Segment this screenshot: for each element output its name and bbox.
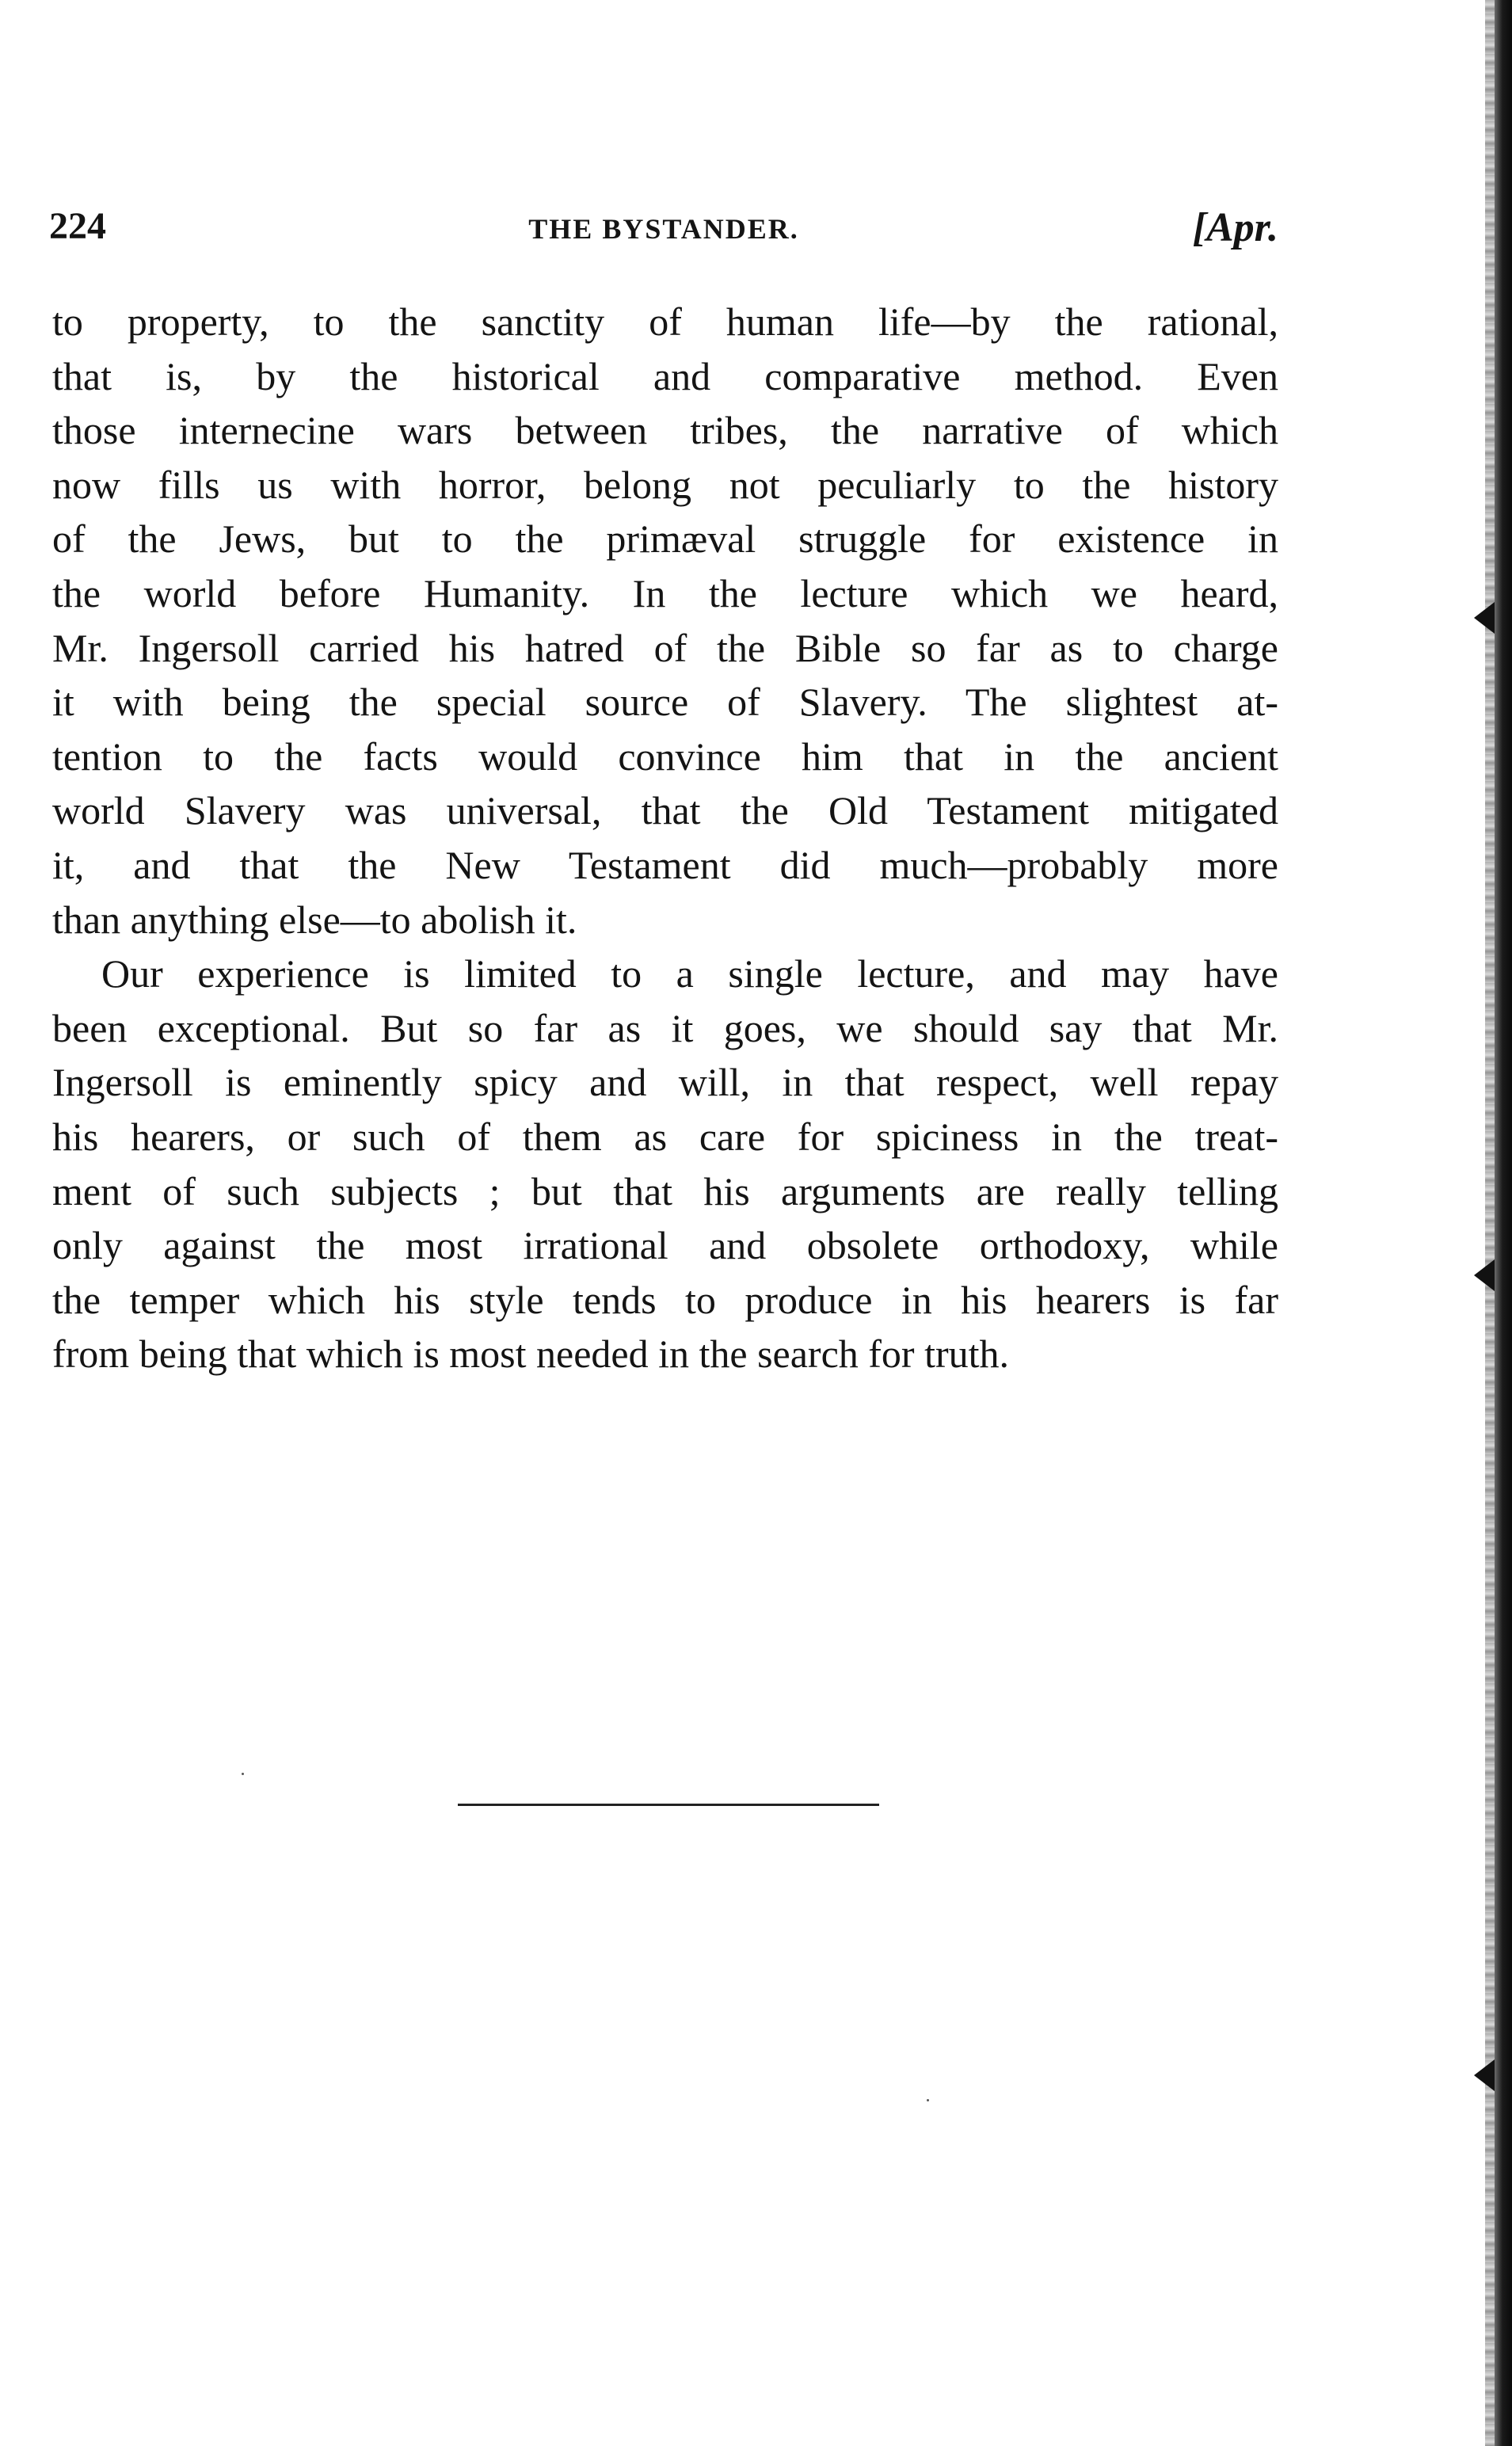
- text-line: it, and that the New Testament did much—probably more: [52, 842, 1278, 887]
- text-line: only against the most irrational and obsolete orthodoxy, while: [52, 1223, 1278, 1268]
- page-number: 224: [49, 205, 106, 247]
- print-speck: [927, 2099, 929, 2101]
- text-line: that is, by the historical and comparative method. Even: [52, 353, 1278, 398]
- text-line: the world before Humanity. In the lecture which we heard,: [52, 570, 1278, 615]
- text-line: from being that which is most needed in the search for truth.: [52, 1332, 1010, 1377]
- text-line: those internecine wars between tribes, the narrative of which: [52, 408, 1278, 453]
- text-line: to property, to the sanctity of human life—by the rational,: [52, 299, 1278, 344]
- body-text: [52, 295, 1278, 1381]
- running-month: [Apr.: [1192, 205, 1278, 250]
- page-header: [49, 204, 1278, 260]
- text-line: tention to the facts would convince him that in the ancient: [52, 733, 1278, 779]
- text-line: the temper which his style tends to produce in his hearers is far: [52, 1277, 1278, 1322]
- text-line: of the Jews, but to the primæval struggle for existence in: [52, 516, 1278, 562]
- text-line: his hearers, or such of them as care for spiciness in the treat-: [52, 1114, 1278, 1159]
- text-line: Ingersoll is eminently spicy and will, in that respect, well repay: [52, 1060, 1278, 1105]
- text-line: been exceptional. But so far as it goes, we should say that Mr.: [52, 1005, 1278, 1050]
- text-line: Our experience is limited to a single lecture, and may have: [101, 951, 1278, 996]
- running-title: THE BYSTANDER.: [528, 213, 799, 245]
- paragraph-1: [52, 295, 1278, 947]
- binding-notch: [1474, 602, 1495, 634]
- text-line: world Slavery was universal, that the Old Testament mitigated: [52, 788, 1278, 833]
- print-speck: [242, 1773, 244, 1775]
- text-line: ment of such subjects ; but that his arguments are really telling: [52, 1168, 1278, 1213]
- text-line: Mr. Ingersoll carried his hatred of the Bible so far as to charge: [52, 625, 1278, 670]
- text-line: it with being the special source of Slavery. The slightest at-: [52, 680, 1278, 725]
- binding-notch: [1474, 1259, 1495, 1291]
- end-rule: [458, 1804, 879, 1806]
- binding-notch: [1474, 2059, 1495, 2091]
- text-line: than anything else—to abolish it.: [52, 897, 577, 942]
- text-line: now fills us with horror, belong not peculiarly to the history: [52, 462, 1278, 507]
- paragraph-2: [52, 947, 1278, 1381]
- binding-shadow: [1495, 0, 1512, 2446]
